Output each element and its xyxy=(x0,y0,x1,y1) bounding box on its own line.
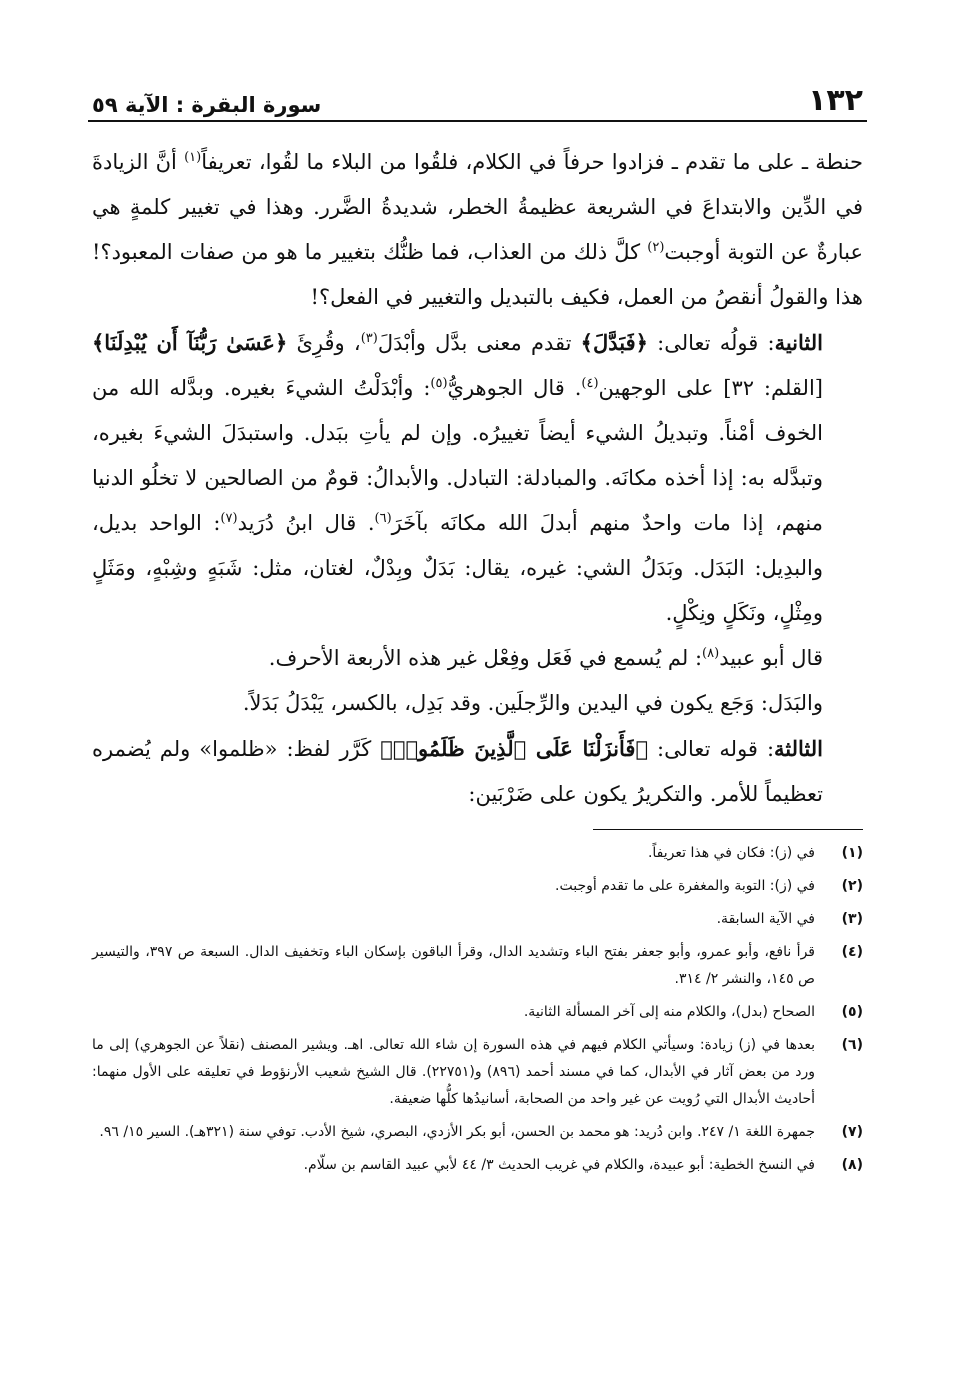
paragraph-1: حنطة ـ على ما تقدم ـ فزادوا حرفاً في الكلام، فلقُوا من البلاء ما لقُوا، تعريفاً$^{(١)}$ أنَّ الزيادةَ في الدِّين والابتداعَ في الشريعة عظيمةُ الخطر، شديدةُ الضَّرر. وهذا في تغيير كلمةٍ هي عبارةٌ عن التوبة أوجبت$^{(٢)}$ كلَّ ذلك من العذاب، فما ظنُّك بتغيير ما هو من صفات المعبود؟! هذا والقولُ أنقصُ من العمل، فكيف بالتبديل والتغيير في الفعل؟! xyxy=(92,150,863,309)
main-text xyxy=(92,140,863,817)
footnote-ref[interactable]: (٢) xyxy=(647,240,665,255)
footnote xyxy=(92,1119,863,1146)
page-number: ١٣٢ xyxy=(808,83,863,118)
footnote-text: في (ز): التوبة والمغفرة على ما تقدم أوجبت. xyxy=(555,878,815,894)
footnote-text: في الآية السابقة. xyxy=(716,911,815,927)
footnote xyxy=(92,1152,863,1179)
footnote xyxy=(92,873,863,900)
footnote-number: (٤) xyxy=(841,944,863,960)
paragraph-2: الثانية: قولُه تعالى: ﴿فَبَدَّلَ﴾ تقدم معنى بدَّل وأبْدَلَ$^{(٣)}$، وقُرِئَ ﴿عَسَىٰ رَبُّنَآ أَن يُبْدِلَنَا﴾ [القلم: ٣٢] على الوجهين$^{(٤)}$. قال الجوهريُّ$^{(٥)}$: وأبْدَلْتُ الشيءَ بغيره. وبدَّله الله من الخوف أمْناً. وتبديلُ الشيء أيضاً تغييرُه. وإن لم يأتِ ببَدل. واستبدَلَ الشيءَ بغيره، وتبدَّله به: إذا أخذه مكانَه. والمبادلة: التبادل. والأبدالُ: قومٌ من الصالحين لا تخلُو الدنيا منهم، إذا مات واحدٌ منهم أبدلَ الله مكانَه بآخَرَ$^{(٦)}$. قال ابنُ دُرَيد$^{(٧)}$: الواحد بديل، والبدِيل: البَدَل. وبَدَلُ الشي: غيره، يقال: بَدَلٌ وبِدْلٌ، لغتان، مثل: شَبَهٍ وشِبْهٍ، ومَثَلٍ ومِثْلٍ، ونَكَلٍ ونِكْلٍ. xyxy=(92,330,823,625)
footnote-text: الصحاح (بدل)، والكلام منه إلى آخر المسألة الثانية. xyxy=(523,1004,815,1020)
quran-quote: ﴿فَأَنزَلْنَا عَلَى ٱلَّذِينَ ظَلَمُوا۟﴾ xyxy=(380,736,649,761)
footnote-ref[interactable]: (٥) xyxy=(430,376,448,391)
running-header xyxy=(88,72,867,122)
footnote xyxy=(92,999,863,1026)
footnote-number: (٨) xyxy=(841,1157,863,1173)
footnote xyxy=(92,939,863,993)
footnote xyxy=(92,1032,863,1113)
footnotes xyxy=(92,840,863,1179)
quran-quote: ﴿فَبَدَّلَ﴾ xyxy=(580,330,648,355)
footnote-number: (٧) xyxy=(841,1124,863,1140)
footnote-number: (١) xyxy=(841,845,863,861)
quran-quote: ﴿عَسَىٰ رَبُّنَآ أَن يُبْدِلَنَا﴾ xyxy=(92,330,288,355)
footnote-number: (٥) xyxy=(841,1004,863,1020)
paragraph-5: الثالثة: قوله تعالى: ﴿فَأَنزَلْنَا عَلَى ٱلَّذِينَ ظَلَمُوا۟﴾ كَرَّر لفظ: «ظلموا» ولم يُضمره تعظيماً للأمر. والتكريرُ يكون على ضَرْبَين: xyxy=(92,736,823,806)
footnote xyxy=(92,906,863,933)
section-lead: الثانية xyxy=(774,330,823,355)
footnote-ref[interactable]: (٣) xyxy=(360,331,378,346)
footnote-number: (٦) xyxy=(841,1037,863,1053)
footnote xyxy=(92,840,863,867)
footnote-ref[interactable]: (٨) xyxy=(702,646,720,661)
footnote-ref[interactable]: (٤) xyxy=(581,376,599,391)
running-title: سورة البقرة : الآية ٥٩ xyxy=(92,93,322,117)
footnote-number: (٢) xyxy=(841,878,863,894)
footnote-text: بعدها في (ز) زيادة: وسيأتي الكلام فيهم في هذه السورة إن شاء الله تعالى. اهـ. ويشير المصنف (نقلاً عن الجوهري) إلى ما ورد من بعض آثار في الأبدال، كما في مسند أحمد (٨٩٦) و(٢٢٧٥١). قال الشيخ شعيب الأرنؤوط في تعليقه على الأول منهما: أحاديث الأبدال التي رُويت عن غير واحد من الصحابة، أسانيدُها كلُّها ضعيفة. xyxy=(92,1037,815,1107)
footnote-text: في (ز): فكان في هذا تعريفاً. xyxy=(647,845,815,861)
footnote-text: جمهرة اللغة ١/ ٢٤٧. وابن دُريد: هو محمد بن الحسن، أبو بكر الأزدي، البصري، شيخ الأدب. توفي سنة (٣٢١هـ). السير ١٥/ ٩٦. xyxy=(99,1124,815,1140)
paragraph-3: قال أبو عبيد$^{(٨)}$: لم يُسمع في فَعَل وفِعْل غير هذه الأربعة الأحرف. xyxy=(268,646,823,670)
paragraph-4: والبَدَل: وَجَع يكون في اليدين والرِّجلَين. وقد بَدِل، بالكسر، يَبْدَلُ بَدَلاً. xyxy=(242,691,823,715)
footnote-ref[interactable]: (٦) xyxy=(374,511,392,526)
footnote-divider xyxy=(593,829,863,830)
footnote-text: في النسخ الخطية: أبو عبيدة، والكلام في غريب الحديث ٣/ ٤٤ لأبي عبيد القاسم بن سلّام. xyxy=(303,1157,815,1173)
footnote-number: (٣) xyxy=(841,911,863,927)
footnote-ref[interactable]: (٧) xyxy=(220,511,238,526)
section-lead: الثالثة xyxy=(774,736,823,761)
footnote-text: قرأ نافع، وأبو عمرو، وأبو جعفر بفتح الباء وتشديد الدال، وقرأ الباقون بإسكان الباء وتخفيف الدال. السبعة ص ٣٩٧، والتيسير ص ١٤٥، والنشر ٢/ ٣١٤. xyxy=(92,944,815,987)
footnote-ref[interactable]: (١) xyxy=(184,150,202,165)
